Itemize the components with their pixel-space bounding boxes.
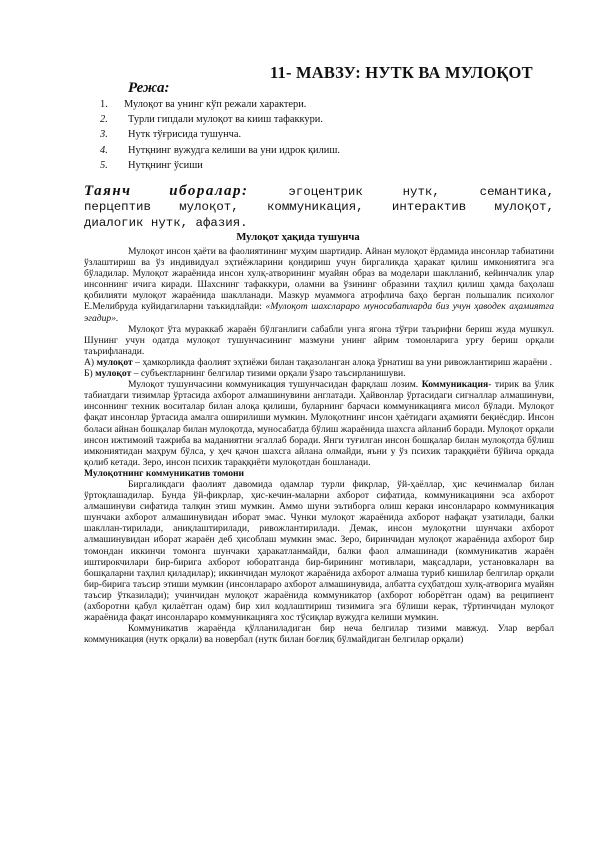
definition-a	[84, 357, 554, 368]
paragraph-text: - тирик ва ўлик табиатдаги тизимлар ўртасида ахборот алмашинувини англатади. Ҳайвонлар ўртасидаги сигналлар алмашинуви, инсоннинг техник воситалар билан алоқа қилиши, буларнинг барчаси коммуникацияга мисол бўлади. Мулоқот фақат инсонлар ўртасида амалга оширилиши мумкин. Мулоқотнинг инсон ҳаётидаги аҳамияти беқиёсдир. Инсон боласи айнан бошқалар билан мулоқотда, муносабатда бўлиш жараёнида шахсга айланиб боради. Мулоқот орқали инсон ижтимоий тажриба ва маданиятни эгаллаб боради. Янги туғилган инсон бошқалар билан мулоқотда бўлиш имкониятидан маҳрум бўлса, у ҳеч қачон шахсга айлана олмайди, яъни у ўз психик тараққиёти бўйича орқада қолиб кетади. Зеро, инсон психик тараққиёти мулоқотдан бошланади.	[84, 379, 554, 468]
definition-a-text: – ҳамкорликда фаолият эҳтиёжи билан тақазоланган алоқа ўрнатиш ва уни ривожлантириш жараёни .	[135, 356, 553, 368]
plan-item-text: Турли гипдали мулоқот ва кииш тафаккури.	[128, 114, 323, 126]
plan-list	[100, 97, 340, 173]
plan-item-number: 1.	[100, 99, 108, 110]
definition-b-text: – субъектларнинг белгилар тизими орқали ўзаро таъсирланишуви.	[133, 368, 406, 380]
definition-b-prefix: Б)	[84, 368, 93, 380]
definition-a-term: мулоқот	[96, 356, 133, 368]
plan-item-text: Мулоқот ва унинг кўп режали характери.	[124, 99, 307, 110]
paragraph: Мулоқот ўта мураккаб жараён бўлганлиги сабабли унга ягона тўғри таърифни бериш жуда мушкул. Шунинг учун одатда мулоқот тушунчасининг мазмуни унинг айрим томонларига урғу бериш орқали таърифланади.	[84, 323, 554, 357]
definition-a-prefix: А)	[84, 356, 95, 368]
page-title: 11- МАВЗУ: НУТК ВА МУЛОҚОТ	[270, 63, 533, 82]
plan-item	[100, 97, 340, 112]
paragraph	[84, 379, 554, 468]
keywords-text-2: перцептив мулоқот, коммуникация, интерактив мулоқот,	[84, 200, 554, 214]
plan-item	[100, 143, 340, 158]
definition-b	[84, 368, 554, 379]
plan-heading: Режа:	[128, 80, 170, 96]
plan-item-text: Нутқнинг ўсиши	[128, 159, 203, 171]
keywords-label: Таянч иборалар:	[84, 183, 249, 199]
paragraph: Коммуникатив жараёнда қўлланиладиган бир неча белгилар тизими мавжуд. Улар вербал коммуникация (нутк орқали) ва новербал (нутк билан боғлиқ бўлмайдиган белгилар орқали)	[84, 623, 554, 646]
keywords-line-1	[84, 184, 554, 200]
section-body	[84, 246, 554, 645]
definition-b-term: мулоқот	[95, 368, 132, 380]
plan-item	[100, 112, 340, 127]
term-communication: Коммуникация	[421, 379, 489, 391]
plan-item	[100, 158, 340, 173]
plan-item-number: 3.	[100, 129, 108, 141]
plan-item	[100, 127, 340, 142]
paragraph-text: Мулоқот тушунчасини коммуникация тушунчасидан фарқлаш лозим.	[128, 379, 419, 391]
paragraph-text: Мулоқот инсон ҳаёти ва фаолиятининг муҳим шартидир. Айнан мулоқот ёрдамида инсонлар табиатини ўзлаштириш ва ўз индивидуал эҳтиёжларини қондириш учун биргаликда ҳаракат қилиш имкониятига эга бўладилар. Мулоқот жараёнида инсон хулқ-атворининг муайян образ ва моделари шаклланиб, кейинчалик улар инсоннинг ичига киради. Шахснинг тафаккури, оламни ва ўзининг образини таҳлил қилиш ҳамда баҳолаш қобилияти мулоқот жараёнида шаклланади. Мазкур муаммога атрофлича баҳо берган польшалик психолог Е.Мелибруда куйидагиларни таъкидлайди:	[84, 246, 554, 313]
paragraph: Биргаликдаги фаолият давомида одамлар турли фикрлар, ўй-ҳаёллар, ҳис кечинмалар билан ўртоқлашадилар. Бунда ўй-фикрлар, ҳис-кечин-маларни ахборот сифатида, коммуникацияни эса ахборот алмашинуви сифатида талқин этиш мумкин. Аммо шуни эътиборга олиш кераки инсонлараро коммуникация шунчаки ахборот алмашинувидан иборат эмас. Чунки мулоқот жараёнида ахборот нафақат узатилади, балки шакллан-тирилади, аниқлаштирилади, ривожлантирилади. Демак, инсон мулоқотни шунчаки ахборот алмашинувидан иборат жараён деб ҳисоблаш мумкин эмас. Зеро, биринчидан мулоқот жараёнида ахборот бир томондан иккинчи томонга шунчаки ҳаракатланмайди, балки фаол алмашинади (коммуникатив жараён иштирокчилари бир-бирига ахборот юборатганда бир-бирининг мотивлари, мақсадлари, установкаларн ва бошқаларни таҳлил қиладилар); иккинчидан мулоқот жараёнида ахборот алмаша туриб кишилар белгилар орқали бир-бирига таъсир этиши мумкин (инсонлараро ахборот алмашинувида, албатта суҳбатдош хулқ-атворига муайян таъсир ўтказилади); учинчидан мулоқот жараёнида коммуникатор (ахборот юборётган одам) ва реципиент (ахборотни қабул қилаётган одам) бир хил кодлаштириш тизимига эга бўлиши керак, тўртинчидан мулоқот жараёнида фақат инсонлараро коммуникацияга хос тўсиқлар вужудга келиши мумкин.	[84, 478, 554, 624]
paragraph	[84, 246, 554, 324]
subsection-heading: Мулоқотнинг коммуникатив томони	[84, 467, 245, 479]
plan-item-number: 4.	[100, 144, 108, 156]
section-heading: Мулоқот ҳақида тушунча	[236, 232, 360, 243]
plan-item-number: 5.	[100, 159, 108, 171]
plan-item-text: Нутқнинг вужудга келиши ва уни идрок қилиш.	[128, 144, 340, 156]
quote: «Мулоқот шахслараро муносабатларда биз учун ҳаводек аҳамиятга эгадир».	[84, 301, 554, 324]
plan-item-text: Нутк тўғрисида тушунча.	[128, 129, 242, 141]
keywords-text-1: эгоцентрик нутк, семантика,	[288, 185, 555, 199]
plan-item-number: 2.	[100, 114, 108, 126]
keywords-text-3: диалогик нутк, афазия.	[84, 216, 248, 230]
